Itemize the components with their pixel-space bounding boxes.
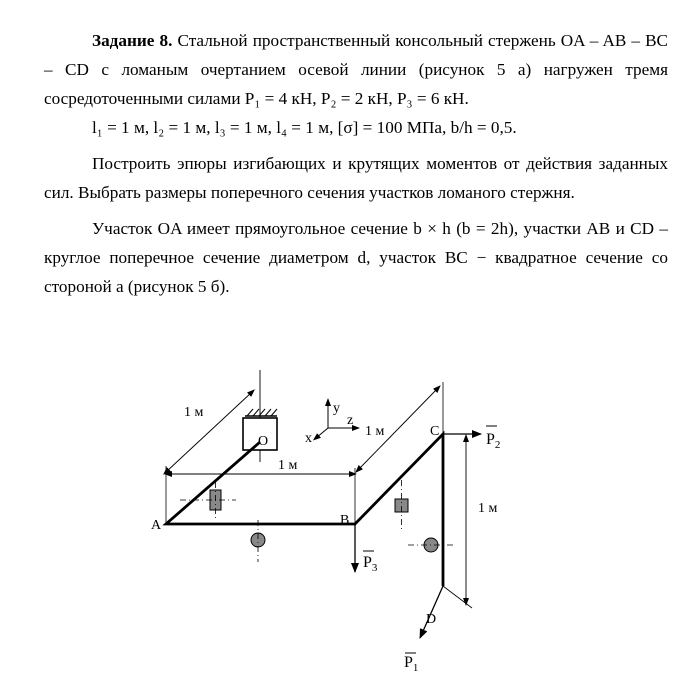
force-p1	[404, 586, 443, 674]
point-o: O	[258, 434, 269, 449]
dim-oa-label: 1 м	[184, 405, 204, 420]
coordinate-axes	[305, 401, 356, 446]
point-a: A	[151, 518, 162, 533]
force-p3-label: $P_3$	[363, 554, 378, 574]
point-c: C	[430, 424, 440, 439]
force-p2-label: $P_2$	[486, 431, 501, 451]
force-p3	[355, 524, 378, 574]
axis-x-label: x	[305, 431, 312, 446]
dimension-ab	[168, 458, 355, 524]
task-paragraph-1	[44, 26, 668, 113]
dim-bc-label: 1 м	[365, 424, 385, 439]
dim-ab-label: 1 м	[278, 458, 298, 473]
task-label: Задание 8.	[92, 31, 173, 50]
section-bc-square	[395, 480, 408, 530]
force-p2	[443, 426, 500, 451]
task-intro: Стальной пространственный консольный стержень OA – AB – BC – CD с ломаным очертанием осевой линии (рисунок 5 а) нагружен тремя сосредоточенными силами P₁ = 4 кН, P₂ = 2 кН, P₃ = 6 кН.	[44, 31, 669, 108]
point-d: D	[426, 612, 437, 627]
beam-diagram	[0, 362, 689, 690]
given-data: l₁ = 1 м, l₂ = 1 м, l₃ = 1 м, l₄ = 1 м, [σ] = 100 МПа, b/h = 0,5.	[92, 118, 517, 137]
figure-5	[0, 362, 689, 690]
dim-cd-label: 1 м	[478, 501, 498, 516]
section-ab-circle	[251, 520, 265, 562]
task-instruction: Построить эпюры изгибающих и крутящих моментов от действия заданных сил. Выбрать размеры поперечного сечения участков ломаного стержня.	[44, 154, 668, 202]
point-b: B	[340, 513, 350, 528]
force-p1-label: $P_1$	[404, 654, 419, 674]
dimension-cd	[443, 438, 498, 608]
axis-z-label: z	[347, 413, 354, 428]
task-text	[44, 26, 668, 301]
axis-y-label: y	[333, 401, 340, 416]
task-sections: Участок OA имеет прямоугольное сечение b × h (b = 2h), участки AB и CD – круглое поперечное сечение диаметром d, участок BC − квадратное сечение со стороной a (рисунок 5 б).	[44, 219, 668, 296]
dimension-oa	[166, 392, 252, 524]
section-cd-circle	[408, 538, 454, 552]
